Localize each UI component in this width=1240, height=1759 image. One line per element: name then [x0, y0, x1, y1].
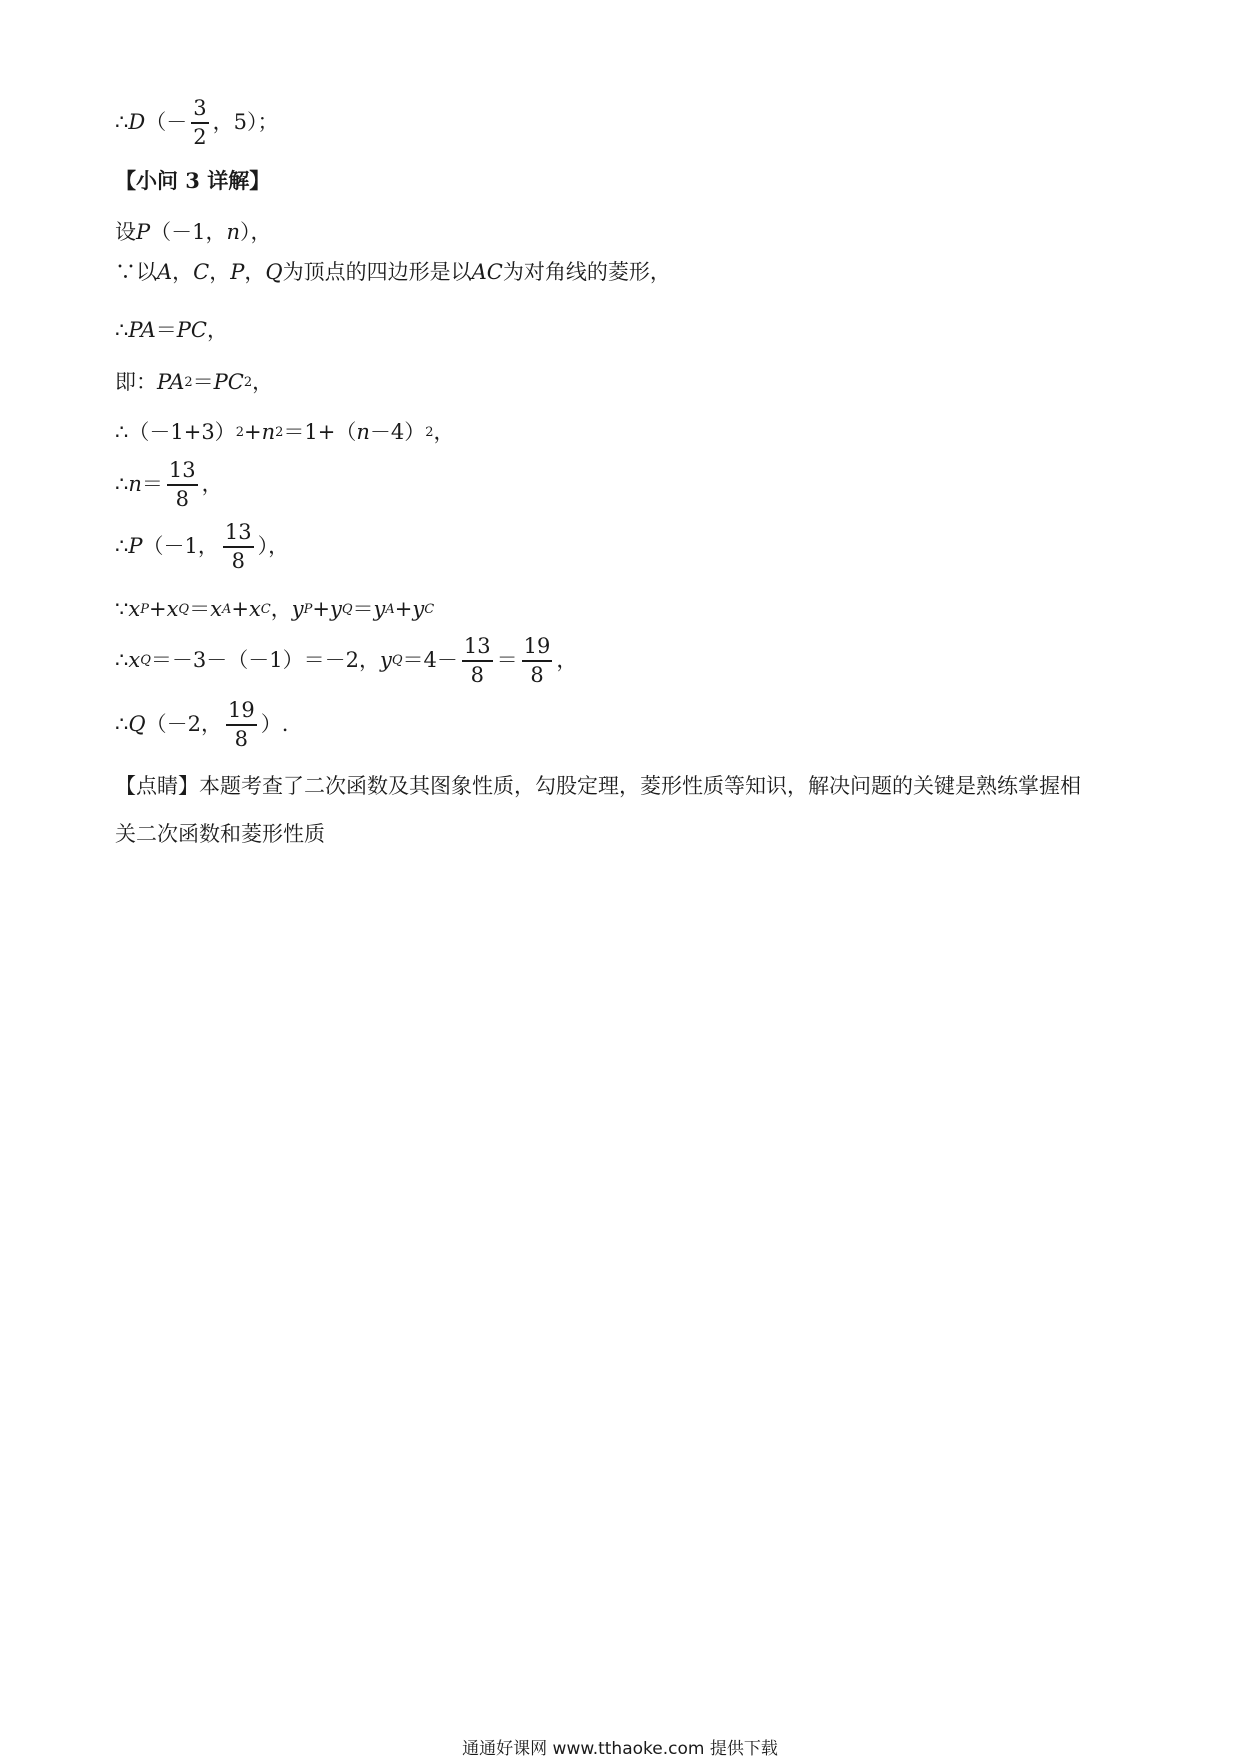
- commentary-line-2: [115, 824, 325, 845]
- text: +: [231, 597, 249, 621]
- text: +: [394, 597, 413, 621]
- fraction: [223, 522, 254, 572]
- var-n: n: [226, 220, 241, 244]
- fraction-numerator: 19: [523, 634, 551, 658]
- var-ac: AC: [471, 260, 503, 284]
- var-x: x: [248, 597, 261, 621]
- var-a: A: [157, 260, 173, 284]
- fraction-denominator: 2: [193, 124, 207, 149]
- var-p: P: [230, 260, 245, 284]
- line-set-p: [115, 222, 272, 243]
- var-y: y: [412, 597, 425, 621]
- line-squares: 即： PA 2 ＝ PC 2 ，: [115, 370, 274, 394]
- text: ＝4－: [402, 648, 458, 673]
- commentary-text: 关二次函数和菱形性质: [115, 822, 325, 846]
- text: ∵以: [115, 260, 157, 284]
- fraction-denominator: 8: [470, 662, 484, 687]
- section-heading: [115, 170, 270, 191]
- line-midpoint-relation: ∵ x P + x Q ＝ x A + x C ， y P + y Q ＝ y A + y C: [115, 597, 435, 621]
- text: （－2，: [145, 712, 222, 737]
- fraction-numerator: 13: [224, 520, 252, 544]
- text: ＝: [352, 597, 374, 621]
- fraction-denominator: 8: [175, 486, 189, 511]
- var-pa: PA: [157, 370, 185, 394]
- fraction: [191, 98, 208, 148]
- text: +: [148, 597, 167, 621]
- text: +: [312, 597, 330, 621]
- text: 为对角线的菱形，: [502, 260, 671, 284]
- var-pc: PC: [213, 370, 244, 394]
- text: ＝－3－（－1）＝－2，: [150, 648, 380, 673]
- commentary-text: 【点睛】本题考查了二次函数及其图象性质，勾股定理，菱形性质等知识，解决问题的关键是熟练掌握相: [115, 774, 1081, 798]
- fraction: [167, 460, 198, 510]
- text: （－: [145, 110, 188, 135]
- text: ∴（－1+3）: [115, 420, 236, 444]
- text: ，: [172, 260, 194, 284]
- var-y: y: [291, 597, 304, 621]
- fraction-denominator: 8: [530, 662, 544, 687]
- var-q: Q: [128, 712, 146, 737]
- text: ∵: [115, 597, 129, 621]
- line-equation: ∴（－1+3） 2 + n 2 ＝1+（ n －4） 2 ，: [115, 420, 455, 444]
- fraction-numerator: 13: [463, 634, 491, 658]
- text: ∴: [115, 712, 129, 737]
- text: 为顶点的四边形是以: [282, 260, 472, 284]
- text: ＝1+（: [283, 420, 357, 444]
- line-q-coordinates: ∴ x Q ＝－3－（－1）＝－2， y Q ＝4－ $\frac{13}{8}$ ＝ $\frac{19}{8}$ ，: [115, 634, 578, 687]
- line-n-value: [115, 460, 223, 510]
- var-y: y: [373, 597, 386, 621]
- text: ，: [201, 472, 223, 497]
- text: －4）: [369, 420, 426, 444]
- text: ，: [270, 597, 292, 621]
- text: ，: [209, 260, 231, 284]
- fraction: [522, 636, 553, 686]
- var-p: P: [128, 534, 143, 559]
- fraction: [226, 700, 257, 750]
- text: ＝: [141, 472, 163, 497]
- commentary-line-1: [115, 776, 1081, 797]
- text: ＝: [496, 648, 518, 673]
- text: ∴: [115, 534, 129, 559]
- line-rhombus-condition: [115, 262, 671, 283]
- text: ）.: [260, 712, 289, 737]
- fraction-denominator: 8: [231, 548, 245, 573]
- var-c: C: [193, 260, 210, 284]
- var-x: x: [128, 597, 141, 621]
- text: （－1，: [142, 534, 219, 559]
- fraction-numerator: 19: [227, 698, 255, 722]
- var-x: x: [210, 597, 222, 621]
- text: ，: [556, 648, 578, 673]
- var-y: y: [379, 648, 392, 673]
- var-n: n: [356, 420, 370, 444]
- var-y: y: [329, 597, 342, 621]
- therefore-symbol: ∴: [115, 110, 129, 135]
- var-n: n: [128, 472, 142, 497]
- text: ＝: [192, 370, 214, 394]
- text: +: [243, 420, 262, 444]
- line-point-d: [115, 98, 278, 148]
- var-x: x: [128, 648, 141, 673]
- var-p: P: [136, 220, 151, 244]
- line-point-q: [115, 700, 288, 750]
- fraction-numerator: 3: [193, 96, 207, 120]
- fraction: [462, 636, 493, 686]
- var-pc: PC: [176, 318, 207, 342]
- page-footer: 通通好课网 www.tthaoke.com 提供下载: [462, 1739, 778, 1759]
- text: 设: [115, 220, 136, 244]
- var-x: x: [166, 597, 179, 621]
- var-pa: PA: [128, 318, 156, 342]
- line-pa-eq-pc: [115, 320, 228, 341]
- heading-text: 【小问 3 详解】: [115, 168, 271, 193]
- text: 即：: [115, 370, 157, 394]
- text: ，: [433, 420, 455, 444]
- text: ），: [257, 534, 290, 559]
- text: ＝: [155, 318, 177, 342]
- line-point-p: [115, 522, 289, 572]
- fraction-denominator: 8: [234, 726, 249, 751]
- var-q: Q: [265, 260, 283, 284]
- text: ，: [252, 370, 274, 394]
- text: ），: [240, 220, 272, 244]
- text: （－1，: [150, 220, 227, 244]
- fraction-numerator: 13: [168, 458, 196, 482]
- text: ∴: [115, 472, 129, 497]
- text: ＝: [189, 597, 211, 621]
- text: ，: [206, 318, 228, 342]
- text: ，: [244, 260, 266, 284]
- var-d: D: [128, 110, 146, 135]
- text: ∴: [115, 318, 129, 342]
- var-n: n: [261, 420, 276, 444]
- text: ∴: [115, 648, 129, 673]
- text: ，5）；: [212, 110, 279, 135]
